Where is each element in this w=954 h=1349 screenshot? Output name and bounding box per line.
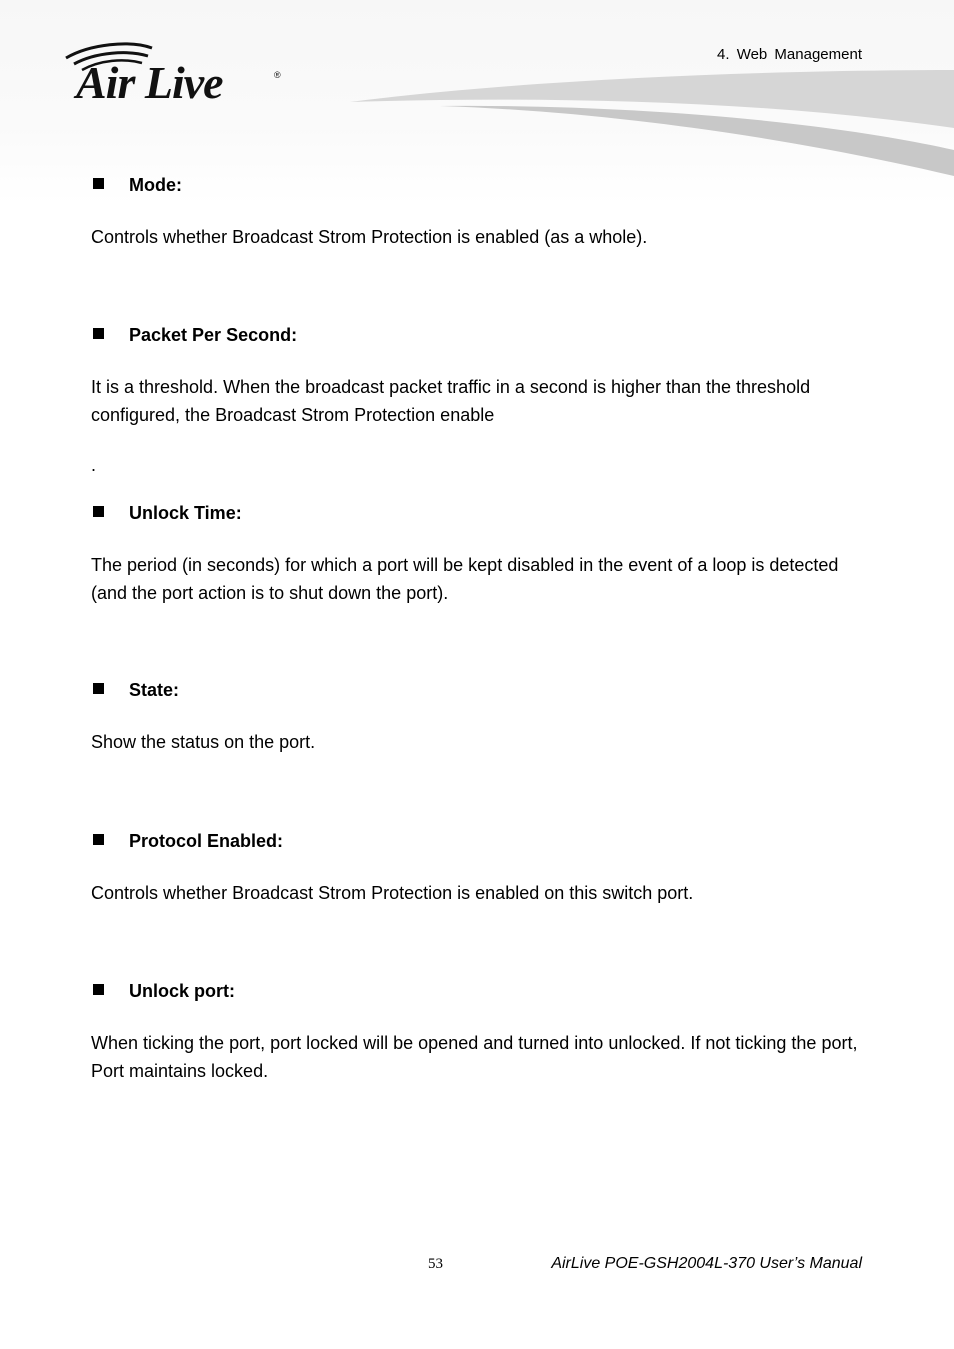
section-heading <box>91 678 871 702</box>
section-packet-per-second <box>91 323 871 479</box>
square-bullet-icon <box>93 683 104 694</box>
section-paragraph: The period (in seconds) for which a port will be kept disabled in the event of a loop is detected (and the port action is to shut down the port). <box>91 555 839 603</box>
square-bullet-icon <box>93 506 104 517</box>
section-title: Protocol Enabled: <box>129 831 284 851</box>
chapter-header: 4. Web Management <box>717 46 862 63</box>
page-number: 53 <box>428 1256 443 1272</box>
section-heading <box>91 501 871 525</box>
section-title: Unlock Time: <box>129 503 242 523</box>
section-title: Packet Per Second: <box>129 325 298 345</box>
manual-title: AirLive POE-GSH2004L-370 User’s Manual <box>551 1255 862 1272</box>
airlive-logo <box>60 40 290 110</box>
section-paragraph: Show the status on the port. <box>91 732 316 752</box>
section-paragraph: Controls whether Broadcast Strom Protection is enabled (as a whole). <box>91 227 648 247</box>
section-title: Unlock port: <box>129 981 235 1001</box>
square-bullet-icon <box>93 178 104 189</box>
logo-wordmark: Air Live <box>76 57 223 108</box>
section-heading <box>91 979 871 1003</box>
section-mode <box>91 173 871 251</box>
section-unlock-time <box>91 501 871 607</box>
section-heading <box>91 323 871 347</box>
section-paragraph: When ticking the port, port locked will be opened and turned into unlocked. If not ticking the port, Port maintains locked. <box>91 1033 858 1081</box>
section-title: State: <box>129 680 180 700</box>
section-paragraph: It is a threshold. When the broadcast packet traffic in a second is higher than the threshold configured, the Broadcast Strom Protection enable <box>91 377 811 425</box>
registered-mark: ® <box>274 70 281 80</box>
section-title: Mode: <box>129 175 182 195</box>
section-unlock-port <box>91 979 871 1085</box>
section-heading <box>91 173 871 197</box>
section-protocol-enabled <box>91 829 871 907</box>
square-bullet-icon <box>93 834 104 845</box>
section-paragraph: . <box>91 455 97 475</box>
square-bullet-icon <box>93 328 104 339</box>
section-paragraph: Controls whether Broadcast Strom Protection is enabled on this switch port. <box>91 883 694 903</box>
square-bullet-icon <box>93 984 104 995</box>
section-heading <box>91 829 871 853</box>
section-state <box>91 678 871 756</box>
